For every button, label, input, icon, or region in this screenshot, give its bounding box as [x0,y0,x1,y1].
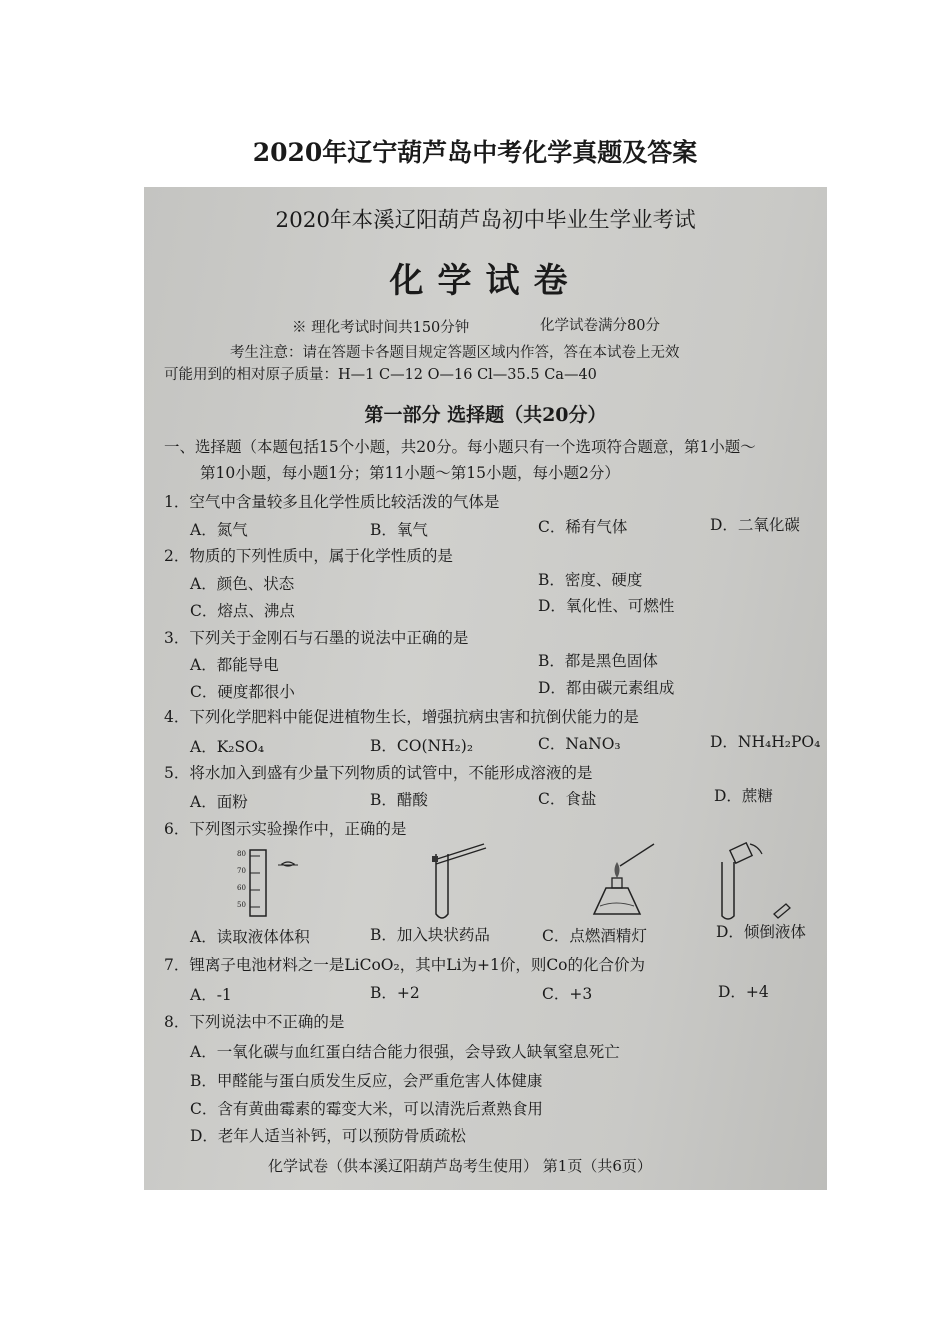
q2-option-c: C．熔点、沸点 [190,602,295,620]
q7-option-a: A．-1 [190,986,232,1004]
atomic-masses: 可能用到的相对原子质量：H—1 C—12 O—16 Cl—35.5 Ca—40 [164,367,597,383]
question-5: 5．将水加入到盛有少量下列物质的试管中，不能形成溶液的是 [164,764,593,782]
q6-option-c: C．点燃酒精灯 [542,927,647,945]
question-7: 7．锂离子电池材料之一是LiCoO₂，其中Li为+1价，则Co的化合价为 [164,956,646,974]
q2-option-b: B．密度、硬度 [538,571,643,589]
q5-option-b: B．醋酸 [370,791,428,809]
q3-option-b: B．都是黑色固体 [538,652,658,670]
tick-label: 80 [237,850,246,858]
q1-option-d: D．二氧化碳 [710,516,800,534]
figure-d-pouring-liquid [710,842,800,922]
q5-option-c: C．食盐 [538,790,597,808]
exam-notice: 考生注意：请在答题卡各题目规定答题区域内作答，答在本试卷上无效 [230,345,680,361]
q3-option-d: D．都由碳元素组成 [538,679,675,697]
section-instruction-2: 第10小题，每小题1分；第11小题～第15小题，每小题2分） [200,464,620,482]
q4-option-d: D．NH₄H₂PO₄ [710,733,821,751]
q7-option-d: D．+4 [718,983,769,1001]
tick-label: 60 [237,884,246,892]
q1-option-c: C．稀有气体 [538,518,628,536]
q4-option-c: C．NaNO₃ [538,735,621,753]
q8-option-c: C．含有黄曲霉素的霉变大米，可以清洗后煮熟食用 [190,1100,543,1118]
q2-option-d: D．氧化性、可燃性 [538,597,675,615]
q2-option-a: A．颜色、状态 [190,575,295,593]
score-note: 化学试卷满分80分 [540,318,660,334]
q4-option-a: A．K₂SO₄ [190,738,265,756]
q8-option-b: B．甲醛能与蛋白质发生反应，会严重危害人体健康 [190,1072,543,1090]
question-1: 1．空气中含量较多且化学性质比较活泼的气体是 [164,493,500,511]
q1-option-b: B．氧气 [370,521,428,539]
q6-option-d: D．倾倒液体 [716,923,806,941]
q3-option-c: C．硬度都很小 [190,683,295,701]
exam-header: 2020年本溪辽阳葫芦岛初中毕业生学业考试 [275,208,696,233]
figure-b-test-tube [426,842,506,922]
q3-option-a: A．都能导电 [190,656,279,674]
q4-option-b: B．CO(NH₂)₂ [370,737,474,755]
question-3: 3．下列关于金刚石与石墨的说法中正确的是 [164,629,469,647]
figure-c-alcohol-lamp [584,842,664,922]
question-6: 6．下列图示实验操作中，正确的是 [164,820,407,838]
section-title: 第一部分 选择题（共20分） [364,404,607,426]
q5-option-d: D．蔗糖 [714,787,773,805]
q8-option-d: D．老年人适当补钙，可以预防骨质疏松 [190,1127,466,1145]
q6-option-b: B．加入块状药品 [370,926,490,944]
q6-option-a: A．读取液体体积 [190,928,310,946]
figure-a-cylinder [236,842,306,922]
tick-label: 50 [237,901,246,909]
tick-label: 70 [237,867,246,875]
q7-option-b: B．+2 [370,984,420,1002]
exam-name: 化学试卷 [389,261,582,301]
q1-option-a: A．氮气 [190,521,248,539]
section-instruction-1: 一、选择题（本题包括15个小题，共20分。每小题只有一个选项符合题意，第1小题～ [164,438,756,456]
q8-option-a: A．一氧化碳与血红蛋白结合能力很强，会导致人缺氧窒息死亡 [190,1043,620,1061]
time-note: ※ 理化考试时间共150分钟 [292,320,470,336]
question-4: 4．下列化学肥料中能促进植物生长，增强抗病虫害和抗倒伏能力的是 [164,708,639,726]
question-8: 8．下列说法中不正确的是 [164,1013,345,1031]
q7-option-c: C．+3 [542,985,593,1003]
page-footer: 化学试卷（供本溪辽阳葫芦岛考生使用） 第1页（共6页） [268,1157,652,1175]
exam-paper-photo [144,187,827,1190]
q5-option-a: A．面粉 [190,793,248,811]
question-2: 2．物质的下列性质中，属于化学性质的是 [164,547,453,565]
page-title: 2020年辽宁葫芦岛中考化学真题及答案 [252,138,698,167]
